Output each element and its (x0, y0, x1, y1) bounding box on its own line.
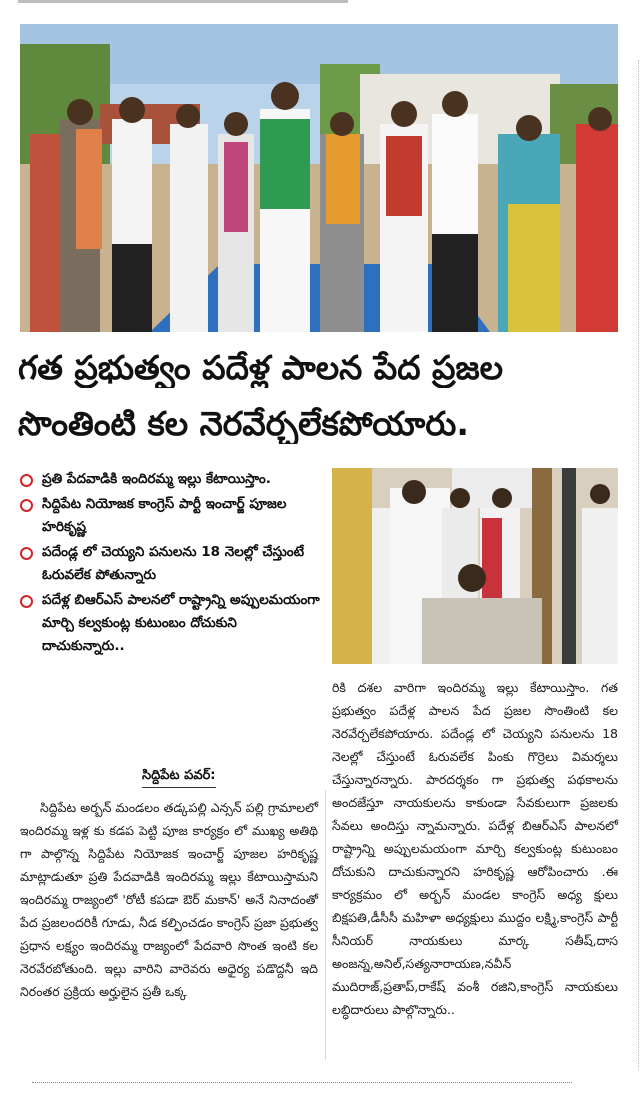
highlight-item (20, 468, 320, 491)
top-rule (18, 0, 348, 3)
dateline: సిద్దిపేట పవర్: (142, 768, 216, 788)
highlight-item (20, 541, 320, 587)
bullet-ring-icon (20, 474, 33, 487)
highlight-item (20, 589, 320, 658)
bullet-ring-icon (20, 499, 33, 512)
highlight-item (20, 493, 320, 539)
body-text-right: రికి దశల వారిగా ఇందిరమ్మ ఇల్లు కేటాయిస్తాం. గత ప్రభుత్వం పదేళ్ల పాలన పేద ప్రజల సొంతింటి కల నెరవేర్చలేకపోయారు. పదేండ్ల లో చెయ్యని పనులను 18 నెలల్లో చేస్తుంటే ఓరువలేక పింకు గొర్రెలు విమర్శలు చేస్తున్నారన్నారు. పారదర్శకం గా ప్రభుత్వ పథకాలను అందజేస్తూ నాయకులను కాకుండా సేవకులుగా ప్రజలకు సేవలు అందిస్తు న్నామన్నారు. పదేళ్ల బిఆర్ఎస్ పాలనలో రాష్ట్రాన్ని అప్పులమయంగా మార్చి కల్వకుంట్ల కుటుంబం దోచుకుని దాచుకున్నారని హరికృష్ణ ఆరోపించారు .ఈ కార్యక్రమం లో అర్బన్ మండల కాంగ్రెస్ అధ్య క్షులు బిక్షపతి,డీసీసీ మహిళా అధ్యక్షులు ముద్దం లక్ష్మి,కాంగ్రెస్ పార్టీ సీనియర్ నాయకులు మార్క సతీష్,దాస అంజన్న,అనిల్,సత్యనారాయణ,నవీన్ ముదిరాజ్,ప్రతాప్,రాకేష్ వంశీ రజిని,కాంగ్రెస్ నాయకులు లబ్ధిదారులు పాల్గొన్నారు.. (332, 680, 618, 1017)
bullet-ring-icon (20, 547, 33, 560)
headline-line-1: గత ప్రభుత్వం పదేళ్ల పాలన పేద ప్రజల (18, 348, 503, 387)
page-edge-rule (638, 60, 640, 1070)
group-photo (20, 24, 618, 332)
ceremony-photo (332, 468, 618, 664)
highlight-text: సిద్దిపేట నియోజక కాంగ్రెస్ పార్టీ ఇంచార్జ్ పూజల హరికృష్ణ (42, 496, 287, 535)
highlight-text: ప్రతి పేదవాడికి ఇందిరమ్మ ఇల్లు కేటాయిస్తాం. (42, 471, 271, 487)
body-text-left: సిద్దిపేట అర్బన్ మండలం తడ్కపల్లి ఎన్సన్ పల్లి గ్రామాలలో ఇందిరమ్మ ఇళ్ల కు కడప పెట్టి పూజ కార్యక్రం లో ముఖ్య అతిథి గా పాల్గొన్న సిద్దిపేట నియోజక ఇంచార్జ్ పూజల హరికృష్ణ మాట్లాడుతూ ప్రతి పేదవాడికి ఇందిరమ్మ ఇల్లు కేటాయిస్తామని ఇందిరమ్మ రాజ్యంలో 'రోటీ కపడా ఔర్ మకాన్' అనే నినాదంతో పేద ప్రజలందరికీ గూడు, నీడ కల్పించడం కాంగ్రెస్ ప్రజా ప్రభుత్వ ప్రధాన లక్ష్యం ఇందిరమ్మ రాజ్యంలో పేదవారి సొంత ఇంటి కల నెరవేరబోతుంది. ఇల్లు వారిని వారెవరు అధైర్య పడొద్దనీ ఇది నిరంతర ప్రక్రియ అర్హులైన ప్రతీ ఒక్క (20, 800, 318, 999)
headline-line-2: సొంతింటి కల నెరవేర్చలేకపోయారు. (18, 404, 469, 443)
bottom-rule (32, 1082, 572, 1083)
column-divider (325, 790, 326, 1060)
highlight-text: పదేళ్ల బిఆర్ఎస్ పాలనలో రాష్ట్రాన్ని అప్పులమయంగా మార్చి కల్వకుంట్ల కుటుంబం దోచుకుని దాచుకున్నారు.. (42, 592, 320, 654)
highlight-text: పదేండ్ల లో చెయ్యని పనులను 18 నెలల్లో చేస్తుంటే ఓరువలేక పోతున్నారు (42, 544, 305, 583)
bullet-ring-icon (20, 595, 33, 608)
highlights-list (20, 468, 320, 660)
